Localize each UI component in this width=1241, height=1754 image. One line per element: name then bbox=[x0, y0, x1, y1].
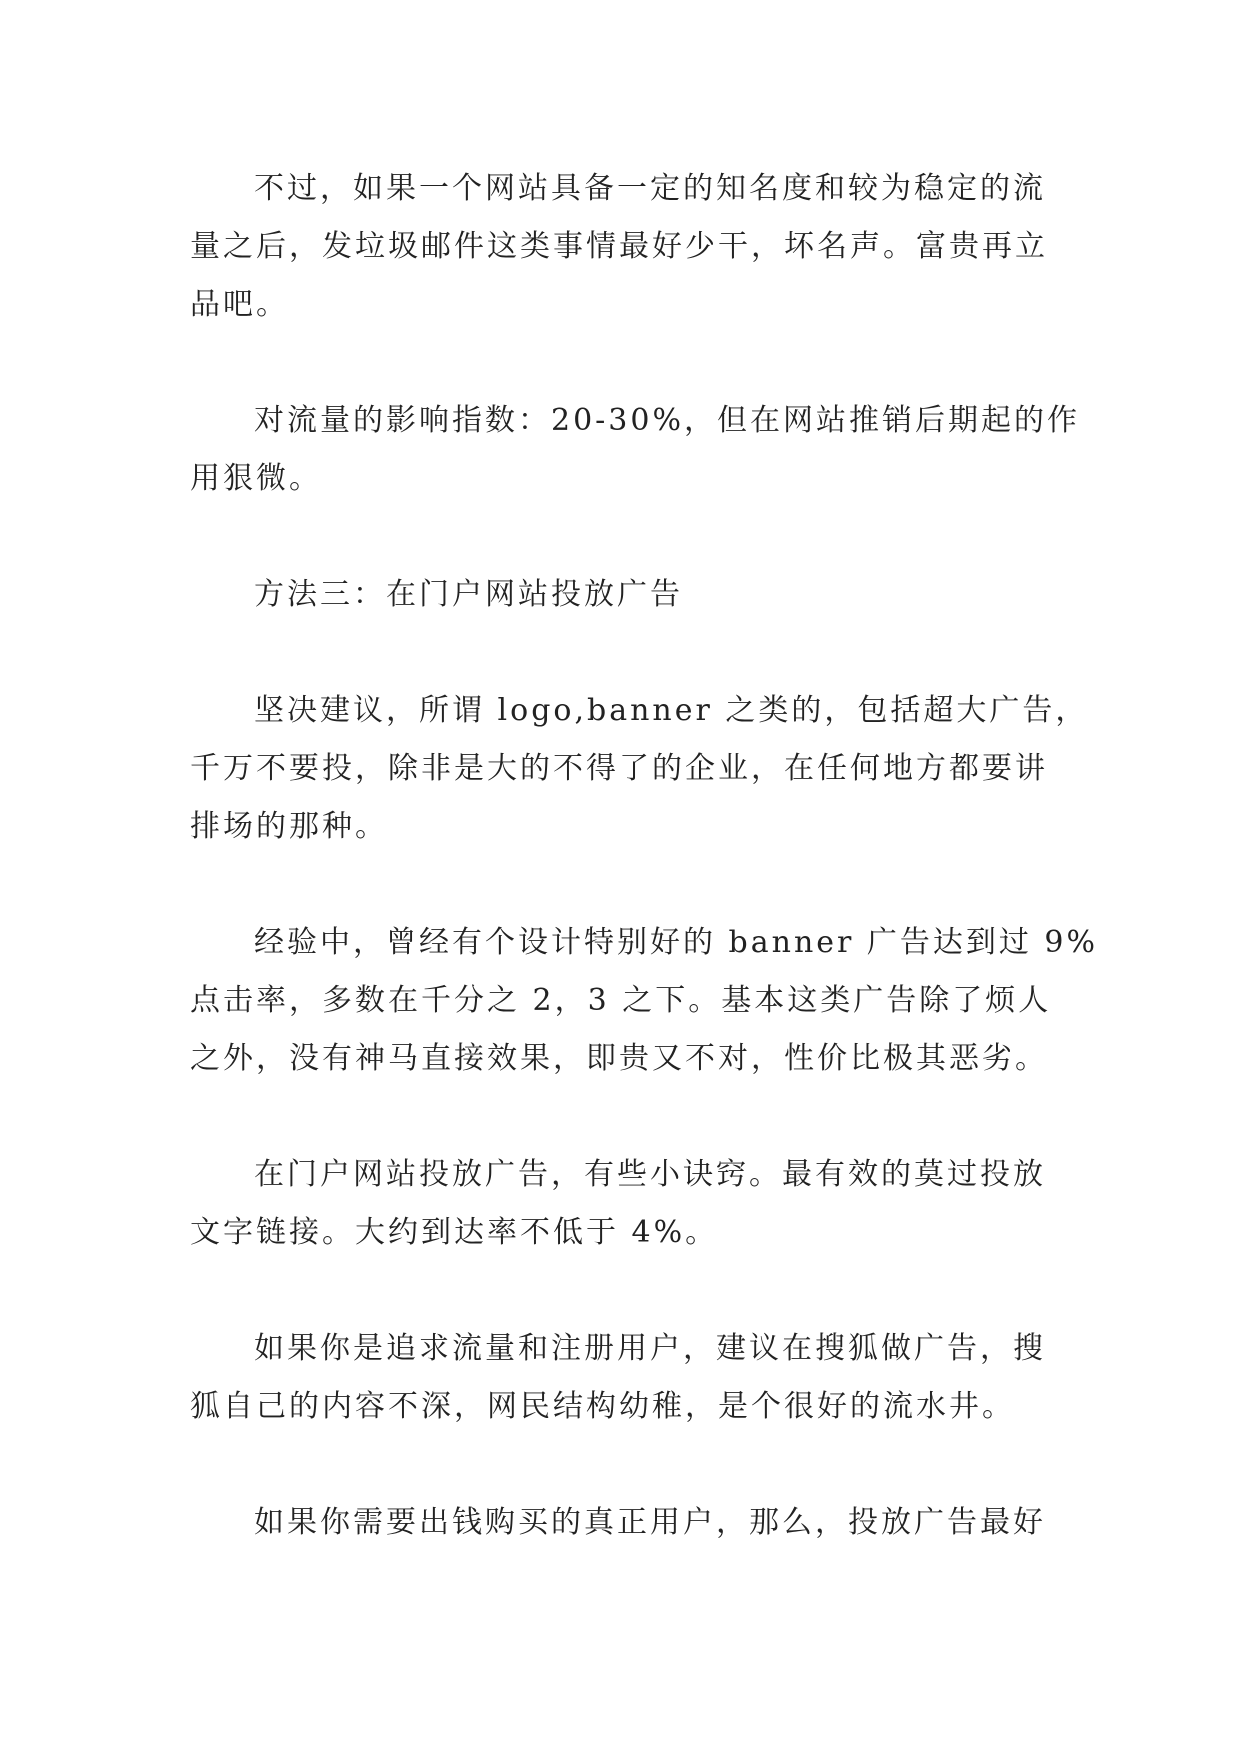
paragraph-line: 如果你是追求流量和注册用户，建议在搜狐做广告，搜 bbox=[254, 1331, 1046, 1366]
document-body bbox=[190, 160, 1099, 1610]
paragraph-line: 在门户网站投放广告，有些小诀窍。最有效的莫过投放 bbox=[254, 1157, 1046, 1192]
paragraph-line: 经验中，曾经有个设计特别好的 banner 广告达到过 9% bbox=[254, 925, 1099, 960]
paragraph-2 bbox=[190, 392, 1080, 508]
paragraph-line: 排场的那种。 bbox=[190, 809, 388, 844]
paragraph-line: 千万不要投，除非是大的不得了的企业，在任何地方都要讲 bbox=[190, 751, 1048, 786]
paragraph-line: 品吧。 bbox=[190, 287, 289, 322]
paragraph-line: 量之后，发垃圾邮件这类事情最好少干，坏名声。富贵再立 bbox=[190, 229, 1048, 264]
paragraph-1 bbox=[190, 160, 1060, 334]
paragraph-line: 文字链接。大约到达率不低于 4%。 bbox=[190, 1215, 719, 1250]
paragraph-line: 对流量的影响指数：20-30%，但在网站推销后期起的作 bbox=[254, 403, 1080, 438]
paragraph-6 bbox=[190, 1146, 1060, 1262]
section-heading bbox=[190, 566, 1060, 624]
paragraph-4 bbox=[190, 682, 1089, 856]
paragraph-line: 点击率，多数在千分之 2，3 之下。基本这类广告除了烦人 bbox=[190, 983, 1052, 1018]
paragraph-line: 用狠微。 bbox=[190, 461, 322, 496]
paragraph-line: 之外，没有神马直接效果，即贵又不对，性价比极其恶劣。 bbox=[190, 1041, 1048, 1076]
paragraph-line: 如果你需要出钱购买的真正用户，那么，投放广告最好 bbox=[254, 1505, 1046, 1540]
paragraph-line: 狐自己的内容不深，网民结构幼稚，是个很好的流水井。 bbox=[190, 1389, 1015, 1424]
paragraph-8 bbox=[190, 1494, 1060, 1552]
paragraph-line: 坚决建议，所谓 logo,banner 之类的，包括超大广告， bbox=[254, 693, 1089, 728]
paragraph-5 bbox=[190, 914, 1099, 1088]
heading-line: 方法三：在门户网站投放广告 bbox=[254, 577, 683, 612]
paragraph-7 bbox=[190, 1320, 1060, 1436]
paragraph-line: 不过，如果一个网站具备一定的知名度和较为稳定的流 bbox=[254, 171, 1046, 206]
